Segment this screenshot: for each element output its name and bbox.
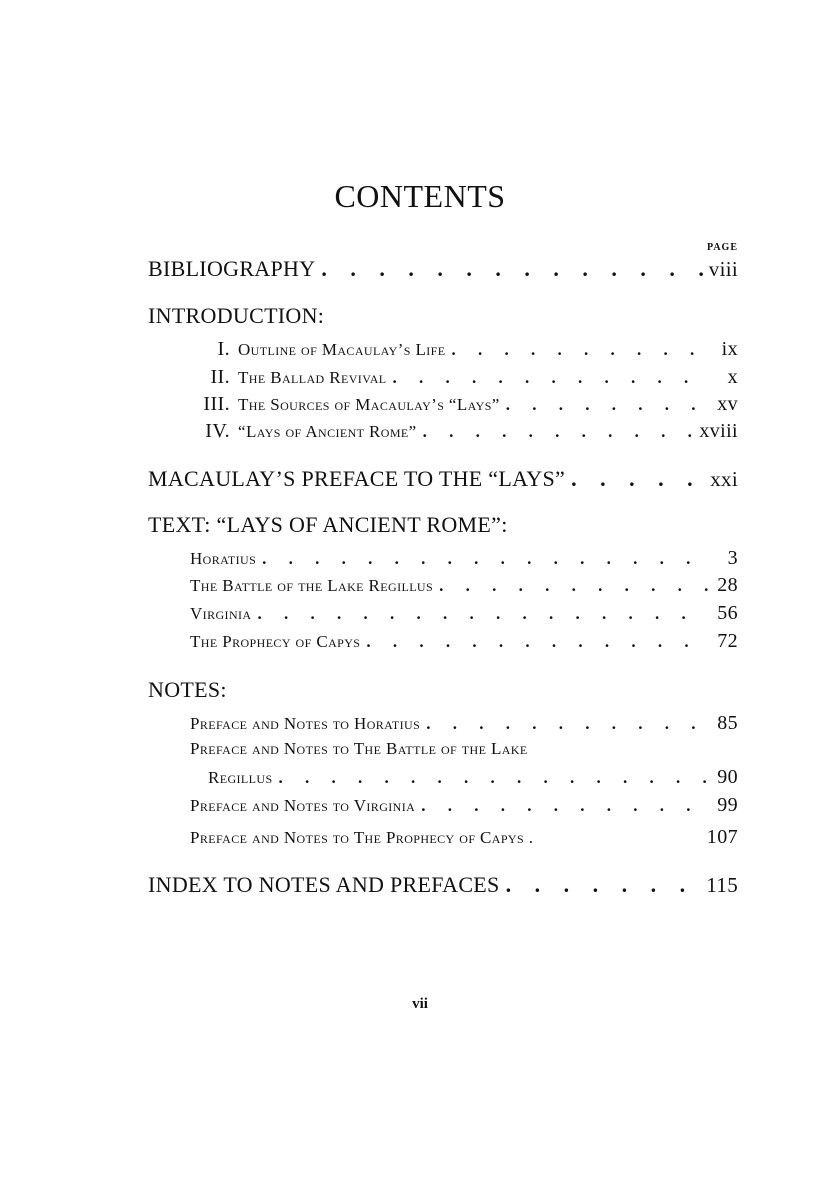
leader-dots	[571, 466, 704, 492]
toc-entry-label-continued: Regillus	[208, 768, 273, 787]
toc-entry-label: Horatius	[190, 549, 257, 568]
toc-entry-label: Preface and Notes to The Prophecy of Capys .	[190, 828, 534, 847]
toc-entry-label: Preface and Notes to Horatius	[190, 714, 421, 733]
toc-entry-page: viii	[708, 257, 738, 281]
toc-entry-label: Virginia	[190, 604, 252, 623]
leader-dots	[257, 604, 708, 624]
toc-entry-label: The Prophecy of Capys	[190, 632, 361, 651]
leader-dots	[426, 714, 708, 734]
page-title: CONTENTS	[334, 178, 506, 214]
entry-numeral: II.	[210, 366, 230, 388]
leader-dots	[423, 422, 694, 442]
section-heading-introduction: INTRODUCTION:	[148, 303, 325, 328]
toc-entry-label: The Sources of Macaulay’s “Lays”	[238, 395, 500, 414]
leader-dots	[393, 368, 708, 388]
toc-entry-label: INDEX TO NOTES AND PREFACES	[148, 872, 500, 897]
toc-entry-intro-3	[148, 393, 738, 421]
toc-entry-page: 107	[706, 826, 738, 848]
toc-entry-page: 115	[706, 873, 738, 897]
toc-entry-notes-4	[190, 826, 738, 854]
toc-entry-page: 28	[717, 574, 738, 596]
toc-entry-label: Preface and Notes to The Battle of the Lake	[190, 739, 528, 758]
page-column-header: PAGE	[706, 242, 738, 253]
toc-entry-text-4	[190, 630, 738, 658]
toc-entry-index	[148, 872, 738, 900]
toc-entry-notes-2-line2	[208, 766, 738, 794]
toc-entry-text-3	[190, 602, 738, 630]
toc-entry-label: BIBLIOGRAPHY	[148, 256, 316, 281]
toc-entry-page: 99	[717, 794, 738, 816]
leader-dots	[366, 632, 708, 652]
section-heading-text: TEXT: “LAYS OF ANCIENT ROME”:	[148, 512, 508, 537]
page-number: vii	[412, 996, 428, 1012]
toc-entry-intro-2	[148, 366, 738, 394]
toc-entry-intro-4	[148, 420, 738, 448]
toc-entry-label: Preface and Notes to Virginia	[190, 796, 416, 815]
toc-entry-page: 90	[717, 766, 738, 788]
toc-entry-text-2	[190, 574, 738, 602]
toc-entry-page: 72	[717, 630, 738, 652]
toc-entry-notes-1	[190, 712, 738, 740]
toc-entry-preface	[148, 466, 738, 494]
leader-dots	[262, 549, 708, 569]
toc-entry-label: MACAULAY’S PREFACE TO THE “LAYS”	[148, 466, 566, 491]
toc-entry-page: x	[727, 366, 738, 388]
entry-numeral: III.	[203, 393, 230, 415]
leader-dots	[451, 340, 708, 360]
toc-entry-label: “Lays of Ancient Rome”	[238, 422, 417, 441]
toc-entry-page: xviii	[699, 420, 738, 442]
leader-dots	[506, 872, 701, 898]
toc-entry-page: xv	[717, 393, 738, 415]
toc-entry-text-1	[190, 547, 738, 575]
toc-entry-label: The Ballad Revival	[238, 368, 387, 387]
entry-numeral: I.	[217, 338, 230, 360]
toc-entry-page: ix	[721, 338, 738, 360]
toc-entry-page: xxi	[710, 467, 738, 491]
toc-entry-page: 56	[717, 602, 738, 624]
toc-entry-notes-2-line1	[190, 739, 738, 767]
toc-entry-page: 3	[727, 547, 738, 569]
leader-dots	[279, 768, 708, 788]
leader-dots	[439, 576, 708, 596]
entry-numeral: IV.	[205, 420, 230, 442]
leader-dots	[421, 796, 708, 816]
toc-entry-intro-1	[148, 338, 738, 366]
toc-entry-label: The Battle of the Lake Regillus	[190, 576, 434, 595]
leader-dots	[506, 395, 708, 415]
toc-entry-notes-3	[190, 794, 738, 822]
toc-entry-label: Outline of Macaulay’s Life	[238, 340, 446, 359]
leader-dots	[321, 256, 702, 282]
toc-entry-bibliography	[148, 256, 738, 284]
section-heading-notes: NOTES:	[148, 677, 227, 702]
toc-entry-page: 85	[717, 712, 738, 734]
